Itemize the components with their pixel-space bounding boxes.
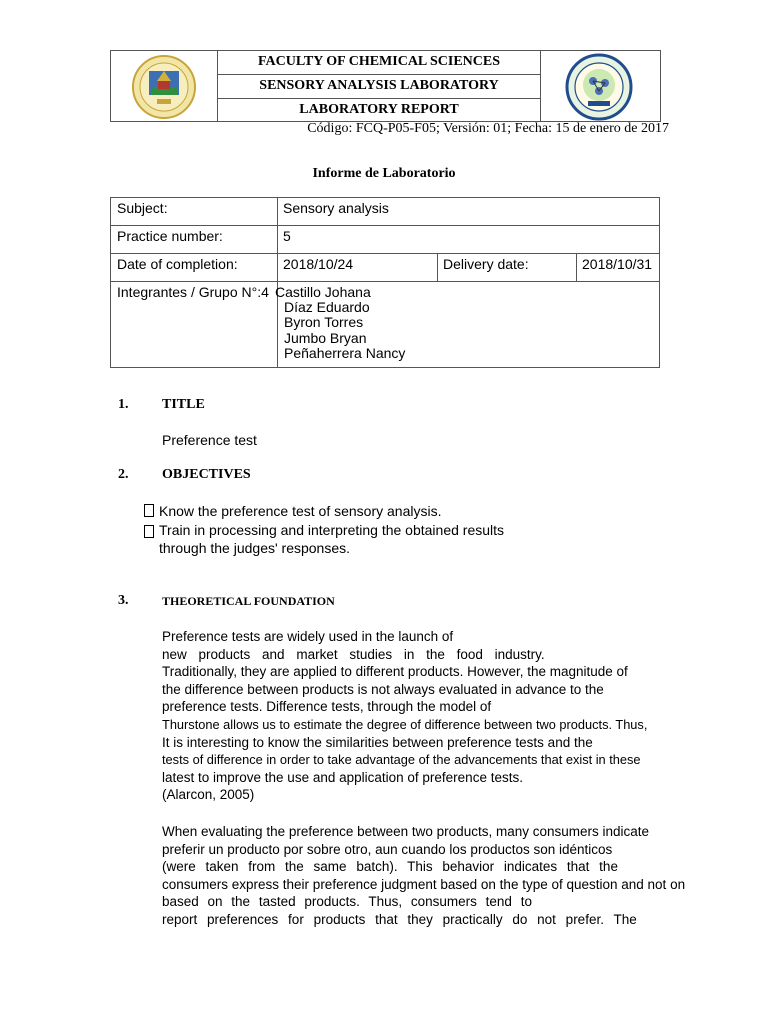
document-code: Código: FCQ-P05-F05; Versión: 01; Fecha: 15 de enero de 2017 (307, 121, 669, 136)
paragraph-line: report preferences for products that they practically do not prefer. The (162, 911, 637, 927)
practice-label: Practice number: (117, 228, 223, 244)
section-title: THEORETICAL FOUNDATION (162, 594, 335, 608)
paragraph-line: (Alarcon, 2005) (162, 787, 255, 803)
bullet-box-icon (144, 504, 154, 517)
subject-value: Sensory analysis (283, 200, 389, 216)
member-name: Jumbo Bryan (284, 329, 367, 346)
practice-value: 5 (283, 228, 291, 244)
theory-paragraph-1 (162, 628, 692, 804)
subject-label: Subject: (117, 200, 168, 216)
section-number: 1. (118, 397, 129, 412)
paragraph-line: tests of difference in order to take advantage of the advancements that exist in these (162, 752, 641, 768)
paragraph-line: new products and market studies in the food industry. (162, 646, 545, 662)
paragraph-line: latest to improve the use and application of preference tests. (162, 769, 523, 785)
section-title: OBJECTIVES (162, 467, 251, 482)
paragraph-line: Traditionally, they are applied to different products. However, the magnitude of (162, 664, 628, 680)
university-seal-icon (111, 51, 217, 123)
header-faculty: FACULTY OF CHEMICAL SCIENCES (217, 51, 541, 75)
member-name: Castillo Johana (275, 284, 371, 300)
paragraph-line: Thurstone allows us to estimate the degree of difference between two products. Thus, (162, 716, 648, 732)
section-body: Preference test (162, 432, 257, 448)
member-name: Díaz Eduardo (284, 298, 370, 315)
theory-paragraph-2 (162, 823, 692, 929)
paragraph-line: It is interesting to know the similarities between preference tests and the (162, 734, 593, 750)
paragraph-line: When evaluating the preference between two products, many consumers indicate (162, 824, 650, 839)
objective-item (144, 521, 536, 557)
paragraph-line: based on the tasted products. Thus, consumers tend to (162, 894, 532, 910)
table-row (111, 198, 659, 226)
report-title: Informe de Laboratorio (312, 166, 456, 181)
faculty-seal-icon (541, 51, 660, 123)
section-number: 2. (118, 467, 129, 482)
paragraph-line: the difference between products is not always evaluated in advance to the (162, 681, 604, 697)
objective-item (144, 503, 536, 519)
section-number: 3. (118, 593, 129, 608)
right-logo-cell (540, 51, 660, 121)
paragraph-line: preference tests. Difference tests, through the model of (162, 699, 492, 715)
document-header (110, 50, 661, 122)
table-row (111, 226, 659, 254)
completion-label: Date of completion: (117, 256, 238, 272)
paragraph-line: Preference tests are widely used in the launch of (162, 629, 454, 644)
table-row (111, 254, 659, 282)
table-row (111, 282, 659, 368)
objective-text: Know the preference test of sensory analysis. (159, 503, 442, 519)
objective-text: Train in processing and interpreting the obtained results through the judges' responses. (159, 522, 505, 556)
paragraph-line: consumers express their preference judgment based on the type of question and not on (162, 876, 686, 892)
left-logo-cell (111, 51, 218, 121)
section-title: TITLE (162, 397, 205, 412)
delivery-label: Delivery date: (443, 256, 529, 272)
bullet-box-icon (144, 525, 154, 538)
header-report: LABORATORY REPORT (299, 102, 459, 117)
member-name: Peñaherrera Nancy (284, 345, 406, 361)
delivery-value: 2018/10/31 (582, 256, 653, 272)
info-table (110, 197, 660, 368)
member-name: Byron Torres (284, 314, 364, 330)
header-laboratory: SENSORY ANALYSIS LABORATORY (217, 75, 541, 99)
paragraph-line: (were taken from the same batch). This behavior indicates that the (162, 859, 618, 875)
members-label: Integrantes / Grupo N°:4 (117, 284, 269, 300)
members-list (284, 300, 405, 362)
paragraph-line: preferir un producto por sobre otro, aun cuando los productos son idénticos (162, 841, 613, 857)
completion-value: 2018/10/24 (283, 256, 354, 272)
